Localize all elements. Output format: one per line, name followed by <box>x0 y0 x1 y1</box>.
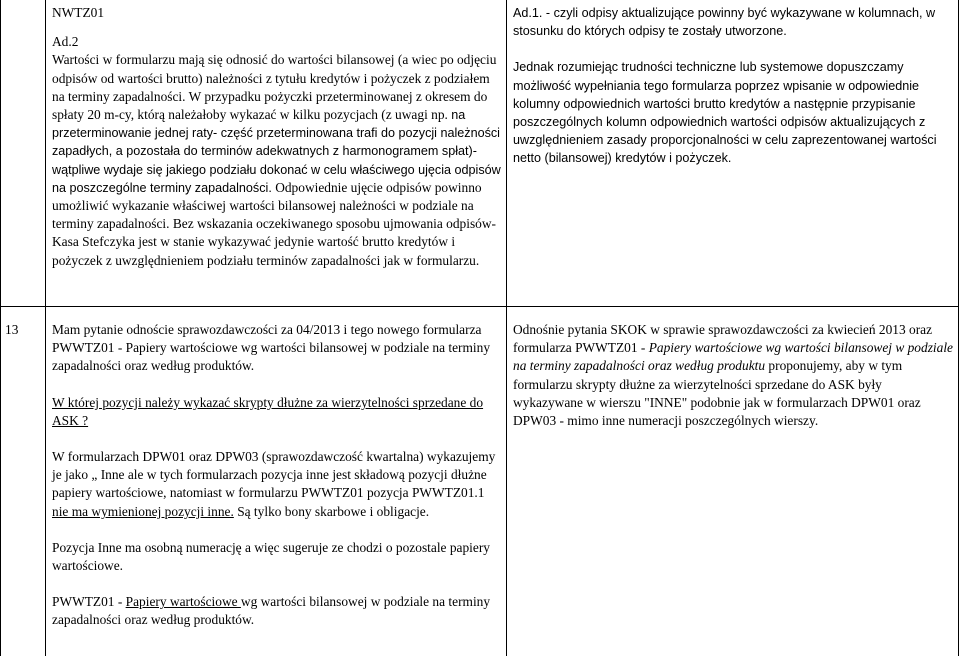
row1-answer-cell <box>513 4 953 168</box>
question-13-context-a: W formularzach DPW01 oraz DPW03 (sprawozdawczość kwartalna) wykazujemy je jako „ Inne ale w tych formularzach pozycja inne jest składową pozycji dłużne papiery wartościowe, natomiast w formularzu PWWTZ01 pozycja PWWTZ01.1 <box>52 449 496 501</box>
answer-13-b: proponujemy, aby w tym formularzu skrypty dłużne za wierzytelności sprzedane do ASK były wykazywane w wierszu "INNE" podobnie jak w formularzach DPW01 oraz DPW03 - mimo inne numeracji poszczególnych wierszy. <box>513 358 921 429</box>
question-13-note: Pozycja Inne ma osobną numerację a więc sugeruje ze chodzi o pozostale papiery wartościowe. <box>52 539 490 574</box>
question-ad2-followup: Odpowiednie ujęcie odpisów powinno umożliwić wykazanie właściwej wartości bilansowej należności w podziale na terminy zapadalności. Bez wskazania oczekiwanego sposobu ujmowania odpisów- Kasa Stefczyka jest w stanie wykazywać jedynie wartość brutto kredytów i pożyczek z uwzględnieniem podziału terminów zapadalności jak w formularzu. <box>52 179 496 268</box>
answer-13 <box>513 321 953 430</box>
row1-question-cell <box>52 4 502 270</box>
row2-question-cell <box>52 321 502 630</box>
question-ad2-sans: na przeterminowanie jednej raty- część przeterminowana trafi do pozycji należności zapadłych, a pozostała do terminów adekwatnych z harmonogramem spłat)- wątpliwe wydaje się jakiego podziału dokonać w celu właściwego ujęcia odpisów na poszczególne terminy zapadalności. <box>52 108 501 195</box>
row-number: 13 <box>5 322 19 337</box>
form-code: NWTZ01 <box>52 5 105 20</box>
answer-13-italic: Papiery wartościowe wg wartości bilansowej w podziale na terminy zapadalności oraz według produktu <box>513 340 953 374</box>
question-13-form-a: PWWTZ01 - <box>52 594 126 610</box>
table-border-right <box>958 0 959 656</box>
question-ad2-serif: Wartości w formularzu mają się odnosić do wartości bilansowej (a wiec po odjęciu odpisów od wartości brutto) należności z tytułu kredytów i pożyczek z podziałem na terminy zapadalności. W przypadku pożyczki przeterminowanej z okresem do spłaty 20 m-cy, którą należałoby wykazać w kilku pozycjach (z uwagi np. <box>52 52 497 123</box>
answer-13-a: Odnośnie pytania SKOK w sprawie sprawozdawczości za kwiecień 2013 oraz formularza PWWTZ01 - <box>513 322 933 356</box>
question-13-context-underlined: nie ma wymienionej pozycji inne. <box>52 503 234 519</box>
row2-answer-cell <box>513 321 953 430</box>
answer-ad1: Ad.1. - czyli odpisy aktualizujące powinny być wykazywane w kolumnach, w stosunku do których odpisy te zostały utworzone. <box>513 6 936 39</box>
question-13-ask: W której pozycji należy wykazać skrypty dłużne za wierzytelności sprzedane do ASK ? <box>52 394 484 428</box>
question-13-form-title <box>52 593 502 629</box>
answer-ad1-paragraph: Jednak rozumiejąc trudności techniczne lub systemowe dopuszczamy możliwość wypełniania tego formularza poprzez wpisanie w odpowiednie kolumny odpowiednich wartości brutto kredytów a następnie przypisanie poszczególnych kolumn odpowiednich wartości odpisów aktualizujących z uwzględnieniem zasady proporcjonalności w celu zaprezentowanej wartości netto (bilansowej) kredytów i pożyczek. <box>513 60 937 166</box>
question-13-context <box>52 448 502 521</box>
question-13-form-underlined: Papiery wartościowe <box>125 594 241 610</box>
table-border-left <box>0 0 1 656</box>
column-divider-1 <box>45 0 46 656</box>
question-13-intro: Mam pytanie odnoście sprawozdawczości za 04/2013 i tego nowego formularza PWWTZ01 - Papiery wartościowe wg wartości bilansowej w podziale na terminy zapadalności oraz według produktów. <box>52 322 491 374</box>
question-ad2-text <box>52 51 502 269</box>
row-divider <box>0 306 959 307</box>
question-13-context-b: Są tylko bony skarbowe i obligacje. <box>233 503 430 519</box>
column-divider-2 <box>506 0 507 656</box>
question-13-form-b: wg wartości bilansowej w podziale na terminy zapadalności oraz według produktów. <box>52 594 491 628</box>
question-ad2-label: Ad.2 <box>52 34 79 50</box>
